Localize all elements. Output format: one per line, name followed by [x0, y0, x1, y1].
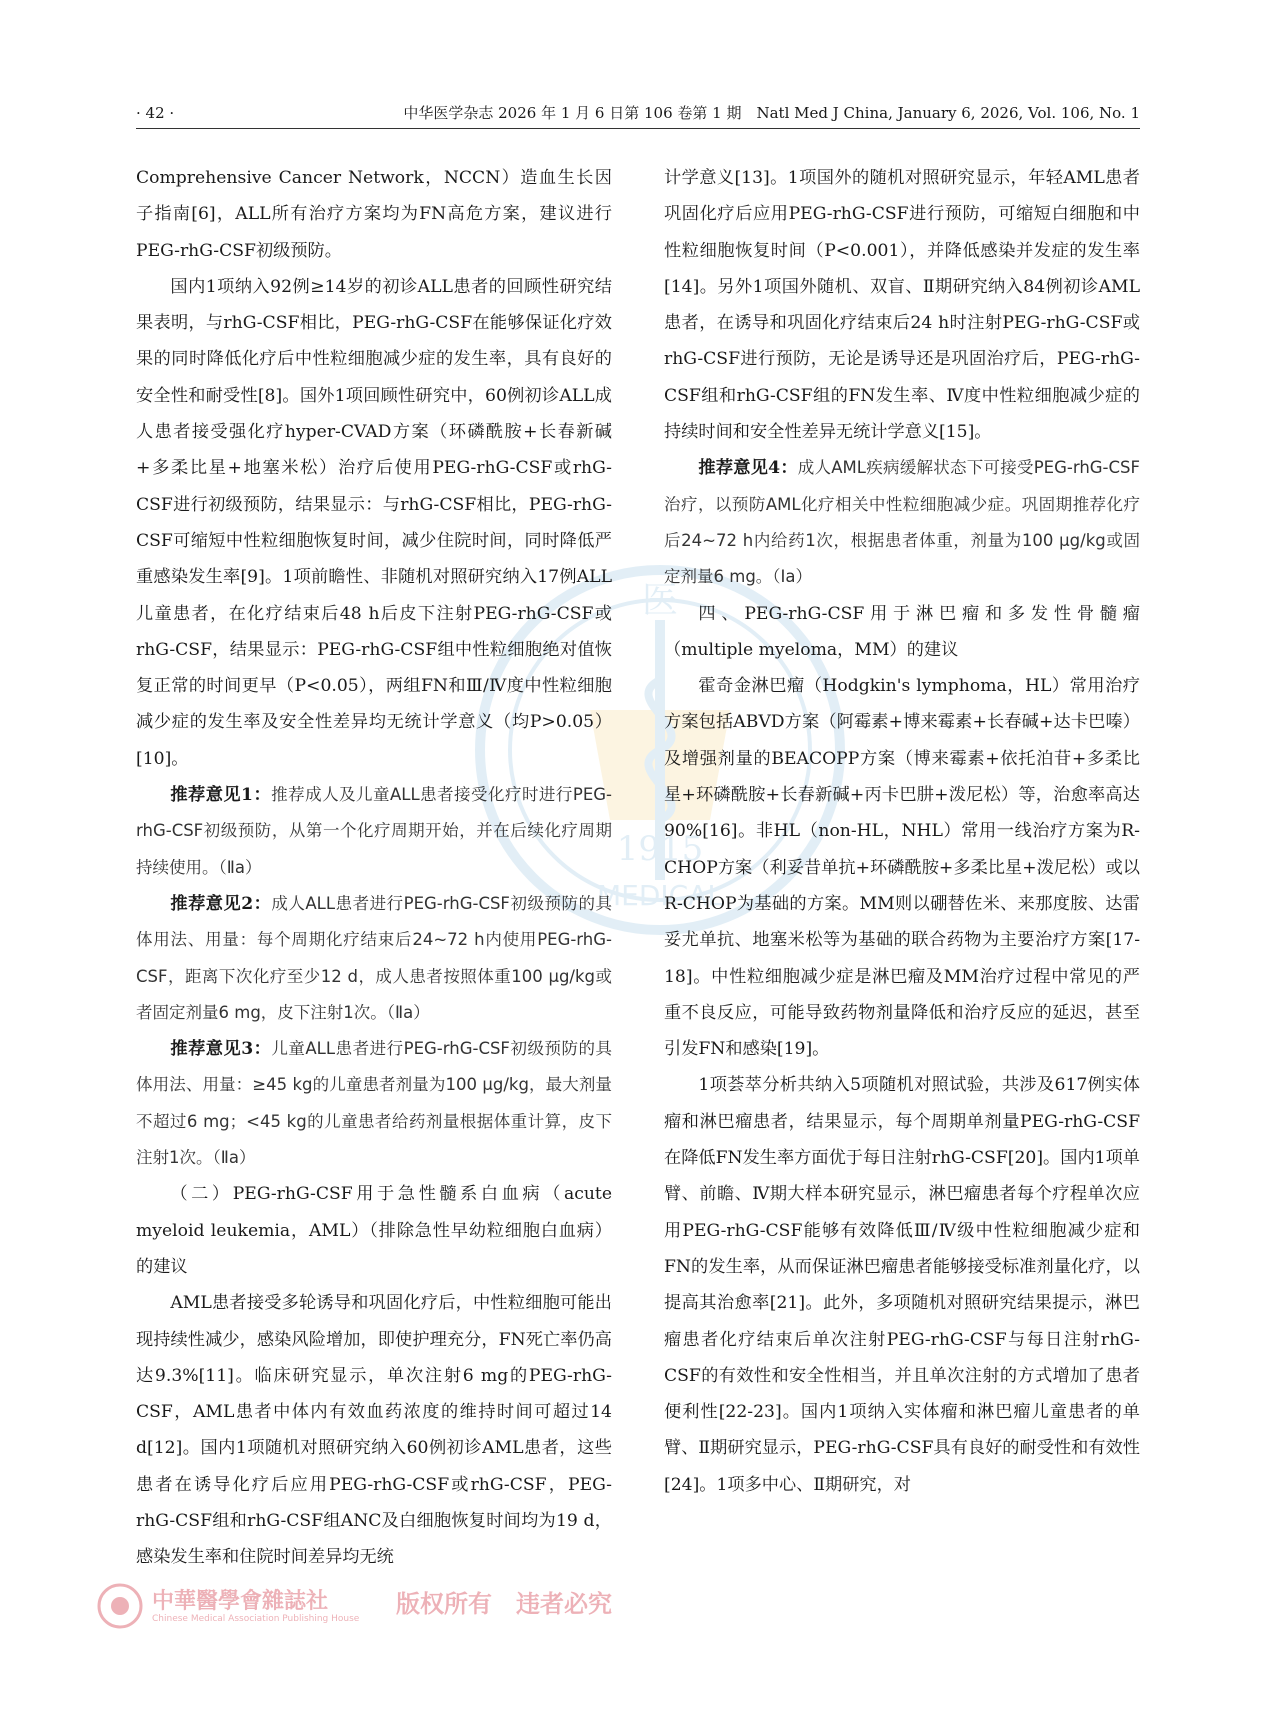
paragraph: 国内1项纳入92例≥14岁的初诊ALL患者的回顾性研究结果表明，与rhG-CSF相比，PEG-rhG-CSF在能够保证化疗效果的同时降低化疗后中性粒细胞减少症的发生率，具有良好的安全性和耐受性[8]。国外1项回顾性研究中，60例初诊ALL成人患者接受强化疗hyper-CVAD方案（环磷酰胺+长春新碱+多柔比星+地塞米松）治疗后使用PEG-rhG-CSF或rhG-CSF进行初级预防，结果显示：与rhG-CSF相比，PEG-rhG-CSF可缩短中性粒细胞恢复时间，减少住院时间，同时降低严重感染发生率[9]。1项前瞻性、非随机对照研究纳入17例ALL儿童患者，在化疗结束后48 h后皮下注射PEG-rhG-CSF或rhG-CSF，结果显示：PEG-rhG-CSF组中性粒细胞绝对值恢复正常的时间更早（P<0.05），两组FN和Ⅲ/Ⅳ度中性粒细胞减少症的发生率及安全性差异均无统计学意义（均P>0.05）[10]。: [136, 276, 612, 769]
paragraph: AML患者接受多轮诱导和巩固化疗后，中性粒细胞可能出现持续性减少，感染风险增加，即使护理充分，FN死亡率仍高达9.3%[11]。临床研究显示，单次注射6 mg的PEG-rhG-CSF，AML患者中体内有效血药浓度的维持时间可超过14 d[12]。国内1项随机对照研究纳入60例初诊AML患者，这些患者在诱导化疗后应用PEG-rhG-CSF或rhG-CSF，PEG-rhG-CSF组和rhG-CSF组ANC及白细胞恢复时间均为19 d，感染发生率和住院时间差异均无统: [136, 1293, 612, 1568]
journal-citation: 中华医学杂志 2026 年 1 月 6 日第 106 卷第 1 期 Natl Med J China, January 6, 2026, Vol. 106, No. 1: [403, 104, 1140, 122]
publisher-seal-icon: [96, 1582, 144, 1630]
recommendation-label: 推荐意见4：: [698, 458, 798, 479]
recommendation-label: 推荐意见3：: [170, 1039, 272, 1060]
recommendation-text: 成人ALL患者进行PEG-rhG-CSF初级预防的具体用法、用量：每个周期化疗结束后24~72 h内使用PEG-rhG-CSF，距离下次化疗至少12 d，成人患者按照体重100 μg/kg或者固定剂量6 mg，皮下注射1次。（Ⅱa）: [136, 893, 612, 1022]
recommendation-label: 推荐意见2：: [170, 893, 272, 914]
paragraph: 1项荟萃分析共纳入5项随机对照试验，共涉及617例实体瘤和淋巴瘤患者，结果显示，每个周期单剂量PEG-rhG-CSF在降低FN发生率方面优于每日注射rhG-CSF[20]。国内1项单臂、前瞻、Ⅳ期大样本研究显示，淋巴瘤患者每个疗程单次应用PEG-rhG-CSF能够有效降低Ⅲ/Ⅳ级中性粒细胞减少症和FN的发生率，从而保证淋巴瘤患者能够接受标准剂量化疗，以提高其治愈率[21]。此外，多项随机对照研究结果提示，淋巴瘤患者化疗结束后单次注射PEG-rhG-CSF与每日注射rhG-CSF的有效性和安全性相当，并且单次注射的方式增加了患者便利性[22-23]。国内1项纳入实体瘤和淋巴瘤儿童患者的单臂、Ⅱ期研究显示，PEG-rhG-CSF具有良好的耐受性和有效性[24]。1项多中心、Ⅱ期研究，对: [664, 1075, 1140, 1495]
recommendation-text: 推荐成人及儿童ALL患者接受化疗时进行PEG-rhG-CSF初级预防，从第一个化疗周期开始，并在后续化疗周期持续使用。（Ⅱa）: [136, 785, 612, 877]
recommendation: [136, 1031, 612, 1176]
page-number: · 42 ·: [136, 104, 175, 122]
publisher-name-en: Chinese Medical Association Publishing House: [152, 1614, 360, 1624]
paragraph: 计学意义[13]。1项国外的随机对照研究显示，年轻AML患者巩固化疗后应用PEG-rhG-CSF进行预防，可缩短白细胞和中性粒细胞恢复时间（P<0.001），并降低感染并发症的发生率[14]。另外1项国外随机、双盲、Ⅱ期研究纳入84例初诊AML患者，在诱导和巩固化疗结束后24 h时注射PEG-rhG-CSF或rhG-CSF进行预防，无论是诱导还是巩固治疗后，PEG-rhG-CSF组和rhG-CSF组的FN发生率、Ⅳ度中性粒细胞减少症的持续时间和安全性差异无统计学意义[15]。: [664, 168, 1140, 443]
paragraph: 霍奇金淋巴瘤（Hodgkin's lymphoma，HL）常用治疗方案包括ABVD方案（阿霉素+博来霉素+长春碱+达卡巴嗪）及增强剂量的BEACOPP方案（博来霉素+依托泊苷+多柔比星+环磷酰胺+长春新碱+丙卡巴肼+泼尼松）等，治愈率高达90%[16]。非HL（non-HL，NHL）常用一线治疗方案为R-CHOP方案（利妥昔单抗+环磷酰胺+多柔比星+泼尼松）或以R-CHOP为基础的方案。MM则以硼替佐米、来那度胺、达雷妥尤单抗、地塞米松等为基础的联合药物为主要治疗方案[17-18]。中性粒细胞减少症是淋巴瘤及MM治疗过程中常见的严重不良反应，可能导致药物剂量降低和治疗反应的延迟，甚至引发FN和感染[19]。: [664, 676, 1140, 1060]
recommendation-label: 推荐意见1：: [170, 785, 272, 806]
recommendation: [664, 450, 1140, 595]
watermark-latin: MEDICAL: [597, 879, 723, 912]
publisher-logo: [96, 1578, 612, 1638]
watermark-char: 医: [641, 580, 679, 621]
copyright-notice: 版权所有 违者必究: [396, 1590, 612, 1618]
recommendation-text: 成人AML疾病缓解状态下可接受PEG-rhG-CSF治疗，以预防AML化疗相关中性粒细胞减少症。巩固期推荐化疗后24~72 h内给药1次，根据患者体重，剂量为100 μg/kg或固定剂量6 mg。（Ⅰa）: [664, 458, 1140, 587]
recommendation: [136, 777, 612, 886]
recommendation-text: 儿童ALL患者进行PEG-rhG-CSF初级预防的具体用法、用量：≥45 kg的儿童患者剂量为100 μg/kg，最大剂量不超过6 mg；<45 kg的儿童患者给药剂量根据体重计算，皮下注射1次。（Ⅱa）: [136, 1039, 612, 1168]
section-heading: 四、PEG-rhG-CSF用于淋巴瘤和多发性骨髓瘤（multiple myeloma，MM）的建议: [664, 603, 1140, 660]
section-heading: （二）PEG-rhG-CSF用于急性髓系白血病（acute myeloid leukemia，AML）（排除急性早幼粒细胞白血病）的建议: [136, 1184, 612, 1277]
left-column: [136, 160, 612, 1660]
watermark-year: 1915: [616, 829, 704, 869]
publisher-name: 中華醫學會雜誌社: [152, 1588, 329, 1614]
right-column: [664, 160, 1140, 1660]
header-rule: [136, 128, 1140, 129]
recommendation: [136, 886, 612, 1031]
paragraph: Comprehensive Cancer Network，NCCN）造血生长因子指南[6]，ALL所有治疗方案均为FN高危方案，建议进行PEG-rhG-CSF初级预防。: [136, 168, 612, 261]
running-header: [136, 98, 1140, 128]
